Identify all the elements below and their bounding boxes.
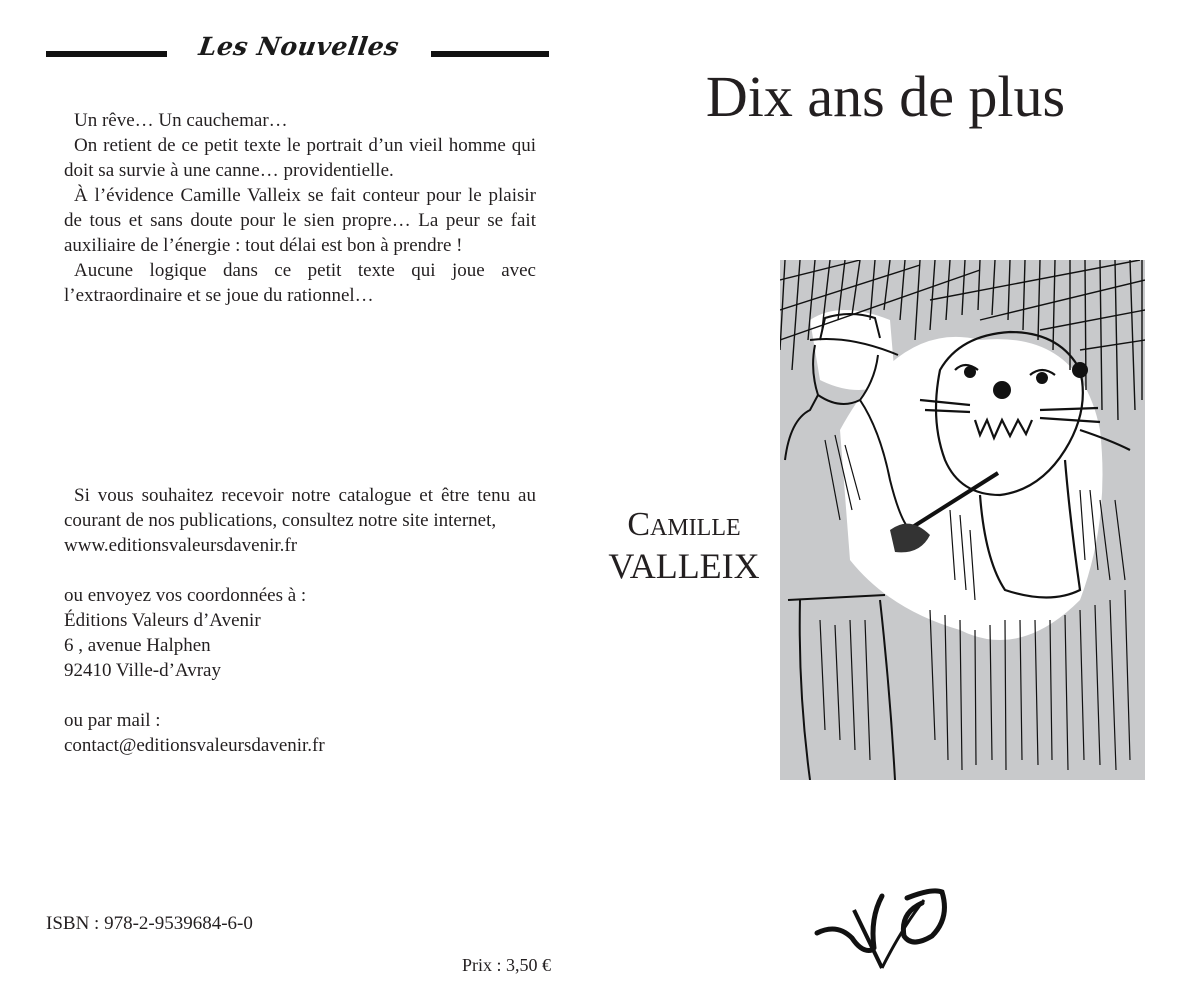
author-last-name: VALLEIX xyxy=(608,546,760,586)
mail-intro: ou envoyez vos coordonnées à : xyxy=(64,585,307,606)
book-title: Dix ans de plus xyxy=(705,64,1066,129)
back-cover xyxy=(0,0,590,1004)
contact-block xyxy=(64,483,536,758)
author-first-name: Camille xyxy=(627,506,741,543)
publisher-logo-icon xyxy=(812,878,952,978)
publisher-street: 6 , avenue Halphen xyxy=(64,635,211,656)
header-rule-right xyxy=(431,51,549,57)
publisher-name: Éditions Valeurs d’Avenir xyxy=(64,610,261,631)
publisher-city: 92410 Ville-d’Avray xyxy=(64,660,221,681)
author-name xyxy=(604,505,764,587)
blurb xyxy=(64,108,536,308)
catalogue-intro: Si vous souhaitez recevoir notre catalogue et être tenu au courant de nos publications, consultez notre site internet, xyxy=(64,485,536,531)
blurb-paragraph: Aucune logique dans ce petit texte qui joue avec l’extraordinaire et se joue du rationnel… xyxy=(64,260,536,306)
illustration-sketch-icon xyxy=(780,260,1145,780)
front-cover xyxy=(590,0,1181,1004)
collection-name: Les Nouvelles xyxy=(197,32,401,61)
email-intro: ou par mail : xyxy=(64,710,161,731)
isbn: ISBN : 978-2-9539684-6-0 xyxy=(46,913,253,934)
website-link[interactable]: www.editionsvaleursdavenir.fr xyxy=(64,535,298,556)
blurb-paragraph: Un rêve… Un cauchemar… xyxy=(74,110,288,131)
price: Prix : 3,50 € xyxy=(462,955,552,975)
header-rule-left xyxy=(46,51,167,57)
blurb-paragraph: On retient de ce petit texte le portrait d’un vieil homme qui doit sa survie à une canne… providentielle. xyxy=(64,135,536,181)
cover-illustration xyxy=(780,260,1145,780)
blurb-paragraph: À l’évidence Camille Valleix se fait conteur pour le plaisir de tous et sans doute pour le sien propre… La peur se fait auxiliaire de l’énergie : tout délai est bon à prendre ! xyxy=(64,185,536,256)
email-link[interactable]: contact@editionsvaleursdavenir.fr xyxy=(64,735,325,756)
